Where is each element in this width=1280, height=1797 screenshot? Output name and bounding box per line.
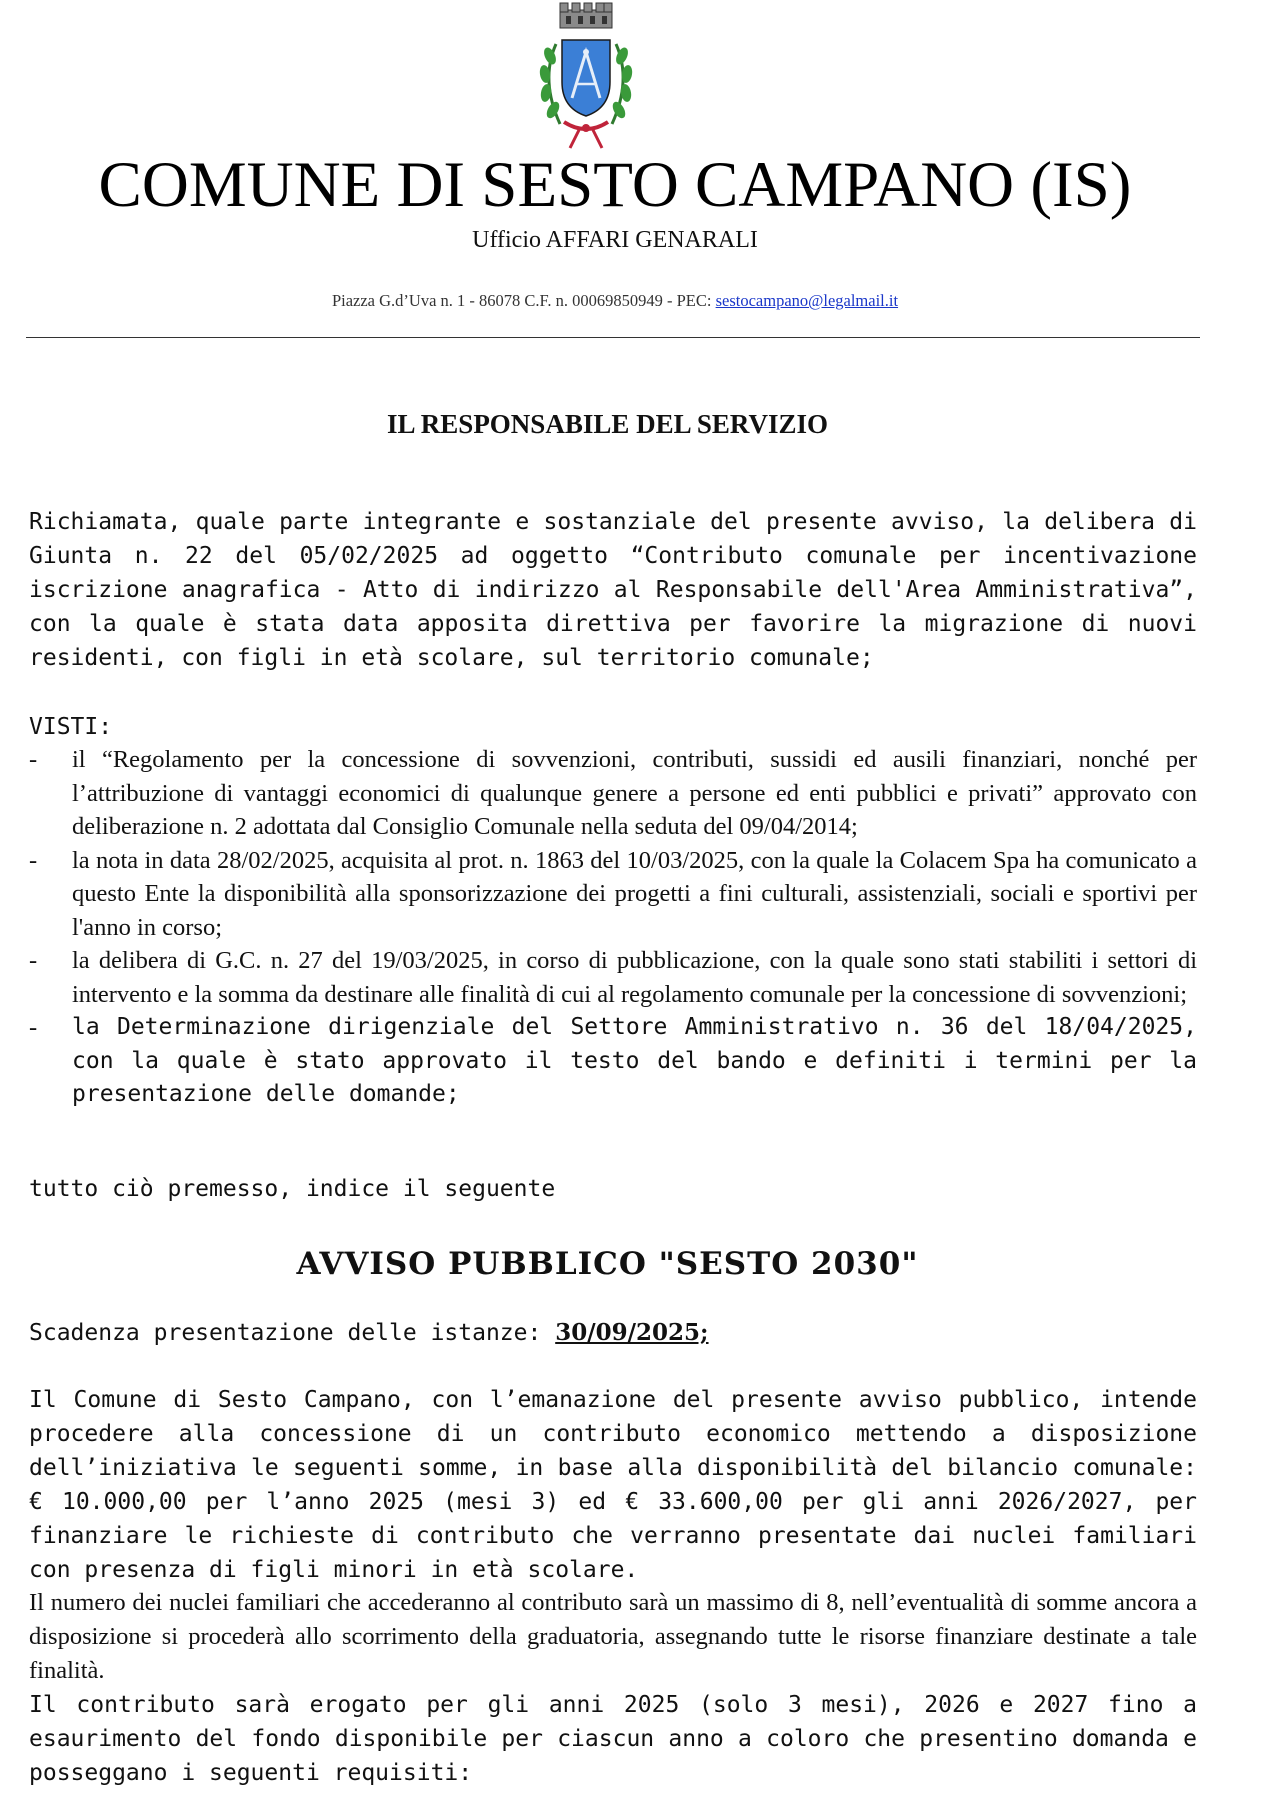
visti-item: - la delibera di G.C. n. 27 del 19/03/2025, in corso di pubblicazione, con la quale sono stati stabiliti i settori di intervento e la somma da destinare alle finalità di cui al regolamento comunale per la concessione di sovvenzioni; <box>29 947 1197 1008</box>
erogato-paragraph: Il contributo sarà erogato per gli anni 2025 (solo 3 mesi), 2026 e 2027 fino a esaurimento del fondo disponibile per ciascun anno a coloro che presentino domanda e posseggano i seguenti requisiti: <box>29 1692 1197 1786</box>
visti-item: - il “Regolamento per la concessione di sovvenzioni, contributi, sussidi ed ausili finanziari, nonché per l’attribuzione di vantaggi economici di qualunque genere a persone ed enti pubblici e privati” approvato con deliberazione n. 2 adottata dal Consiglio Comunale nella seduta del 09/04/2014; <box>29 746 1197 840</box>
visti-item-text: la delibera di G.C. n. 27 del 19/03/2025, in corso di pubblicazione, con la quale sono stati stabiliti i settori di intervento e la somma da destinare alle finalità di cui al regolamento comunale per la concessione di sovvenzioni; <box>72 947 1197 1008</box>
visti-list <box>29 743 1197 1112</box>
visti-item: - la nota in data 28/02/2025, acquisita al prot. n. 1863 del 10/03/2025, con la quale la Colacem Spa ha comunicato a questo Ente la disponibilità alla sponsorizzazione dei progetti a fini culturali, assistenziali, sociali e sportivi per l'anno in corso; <box>29 846 1197 941</box>
visti-item-text: il “Regolamento per la concessione di sovvenzioni, contributi, sussidi ed ausili finanziari, nonché per l’attribuzione di vantaggi economici di qualunque genere a persone ed enti pubblici e privati” approvato con deliberazione n. 2 adottata dal Consiglio Comunale nella seduta del 09/04/2014; <box>72 746 1197 840</box>
address-text: Piazza G.d’Uva n. 1 - 86078 C.F. n. 00069850949 - PEC: <box>331 291 716 310</box>
premesso-line: tutto ciò premesso, indice il seguente <box>29 1176 556 1202</box>
visti-item: - la Determinazione dirigenziale del Settore Amministrativo n. 36 del 18/04/2025, con la quale è stato approvato il testo del bando e definiti i termini per la presentazione delle domande; <box>29 1014 1197 1107</box>
deadline-line <box>29 1316 709 1350</box>
visti-item-text: la nota in data 28/02/2025, acquisita al prot. n. 1863 del 10/03/2025, con la quale la Colacem Spa ha comunicato a questo Ente la disponibilità alla sponsorizzazione dei progetti a fini culturali, assistenziali, sociali e sportivi per l'anno in corso; <box>72 846 1197 941</box>
pec-email-link[interactable]: sestocampano@legalmail.it <box>715 291 899 310</box>
comune-paragraph: Il Comune di Sesto Campano, con l’emanazione del presente avviso pubblico, intende procedere alla concessione di un contributo economico mettendo a disposizione dell’iniziativa le seguenti somme, in base alla disponibilità del bilancio comunale: € 10.000,00 per l’anno 2025 (mesi 3) ed € 33.600,00 per gli anni 2026/2027, per finanziare le richieste di contributo che verranno presentate dai nuclei familiari con presenza di figli minori in età scolare. <box>29 1387 1197 1583</box>
address-line <box>0 291 1230 311</box>
numero-paragraph: Il numero dei nuclei familiari che accederanno al contributo sarà un massimo di 8, nell’eventualità di somme ancora a disposizione si procederà allo scorrimento della graduatoria, assegnando tutte le risorse finanziare destinate a tale finalità. <box>29 1589 1197 1684</box>
visti-item-text: la Determinazione dirigenziale del Settore Amministrativo n. 36 del 18/04/2025, con la quale è stato approvato il testo del bando e definiti i termini per la presentazione delle domande; <box>72 1014 1197 1107</box>
deadline-label: Scadenza presentazione delle istanze: <box>29 1320 556 1346</box>
richiamata-paragraph: Richiamata, quale parte integrante e sostanziale del presente avviso, la delibera di Giunta n. 22 del 05/02/2025 ad oggetto “Contributo comunale per incentivazione iscrizione anagrafica - Atto di indirizzo al Responsabile dell'Area Amministrativa”, con la quale è stata data apposita direttiva per favorire la migrazione di nuovi residenti, con figli in età scolare, sul territorio comunale; <box>29 509 1197 671</box>
page-title: COMUNE DI SESTO CAMPANO (IS) <box>98 149 1132 221</box>
deadline-date: 30/09/2025; <box>555 1319 709 1346</box>
responsabile-heading: IL RESPONSABILE DEL SERVIZIO <box>387 409 828 439</box>
avviso-heading: AVVISO PUBBLICO "SESTO 2030" <box>296 1246 919 1282</box>
office-name: Ufficio AFFARI GENARALI <box>472 227 758 253</box>
header-divider <box>26 337 1200 338</box>
visti-label: VISTI: <box>29 714 113 740</box>
municipal-coat-of-arms-icon <box>526 0 646 152</box>
